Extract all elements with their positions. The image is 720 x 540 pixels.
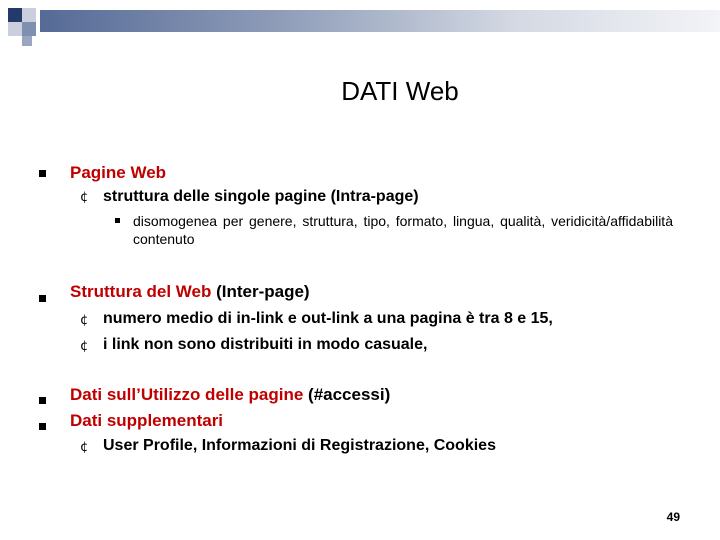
sub-bullet-intra-page: struttura delle singole pagine (Intra-page) — [103, 188, 419, 205]
sub-bullet-user-profile: User Profile, Informazioni di Registrazione, Cookies — [103, 437, 496, 454]
sub-bullet-link-distribution: i link non sono distribuiti in modo casuale, — [103, 336, 428, 353]
square-bullet-icon — [39, 170, 46, 177]
square-bullet-icon — [39, 423, 46, 430]
bullet-pagine-web: Pagine Web — [70, 163, 167, 182]
bullet-dati-utilizzo-rest: (#accessi) — [303, 385, 391, 404]
sub-bullet-in-out-link: numero medio di in-link e out-link a una pagina è tra 8 e 15, — [103, 310, 553, 327]
header-square-light — [22, 8, 36, 22]
page-number: 49 — [666, 510, 680, 524]
subsub-bullet-disomogenea: disomogenea per genere, struttura, tipo, formato, lingua, qualità, veridicità/affidabilità contenuto — [133, 213, 673, 247]
square-bullet-small-icon — [115, 218, 120, 223]
bullet-struttura-web-red: Struttura del Web — [70, 282, 212, 301]
slide-title: DATI Web — [341, 76, 459, 106]
square-bullet-icon — [39, 397, 46, 404]
header-gradient-bar — [40, 10, 720, 32]
bullet-dati-utilizzo-red: Dati sull’Utilizzo delle pagine — [70, 385, 304, 404]
bullet-struttura-web-rest: (Inter-page) — [211, 282, 310, 301]
header-square-dark-2 — [22, 36, 32, 46]
ring-bullet-icon: ¢ — [80, 440, 89, 455]
bullet-dati-supplementari: Dati supplementari — [70, 411, 224, 430]
header-square-dark — [8, 8, 22, 22]
bullet-dati-utilizzo — [70, 385, 390, 405]
ring-bullet-icon: ¢ — [80, 313, 89, 328]
bullet-struttura-web — [70, 282, 310, 302]
ring-bullet-icon: ¢ — [80, 339, 89, 354]
header-square-mid-2 — [22, 22, 36, 36]
square-bullet-icon — [39, 295, 46, 302]
ring-bullet-icon: ¢ — [80, 190, 89, 205]
header-square-mid — [8, 22, 22, 36]
